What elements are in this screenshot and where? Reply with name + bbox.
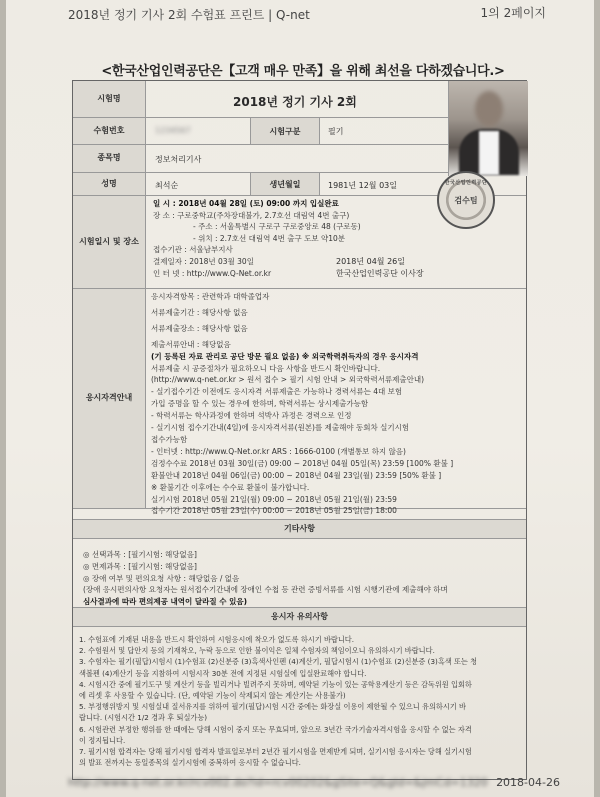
guide-line: 접수가능함 [151,434,188,444]
applicant-name-label: 성명 [73,173,146,195]
notice-line: 색볼펜 (4)계산기 등을 지참하여 시험시작 30분 전에 지정된 시험실에 입실완료해야 합니다. [79,668,367,678]
footer-url-text: http://www.q-net.or.kr/rcv002.do?id=rcv00202&gSite=Q&gId=&jmCd=1320 [68,776,488,789]
schedule-line: - 위치 : 2.7호선 대림역 4번 출구 도보 약10분 [193,233,345,243]
issue-date: 2018년 04월 26일 [336,257,405,266]
other-info-title: 기타사항 [73,519,526,539]
service-banner: <한국산업인력공단은【고객 매우 만족】을 위해 최선을 다하겠습니다.> [101,64,505,79]
guide-line: (기 등록된 자료 관리로 공단 방문 필요 없음) ※ 외국학력취득자의 경우 응시자격 [151,351,419,361]
print-footer-date: 2018-04-26 [496,776,560,789]
notice-line: 6. 시험관련 부정한 행위를 한 때에는 당해 시험이 중지 또는 무효되며, 앞으로 3년간 국가기술자격시험을 응시할 수 없는 자격 [79,724,472,734]
guide-line: 서류제출장소 : 해당사항 없음 [151,323,248,333]
exam-type-value: 필기 [328,127,344,136]
category-label: 종목명 [73,145,146,172]
eligibility-guide-row [73,289,526,516]
exam-name-value: 2018년 정기 기사 2회 [233,95,357,109]
guide-line: ※ 환불기간 이후에는 수수료 환불이 불가합니다. [151,482,310,492]
guide-line: (http://www.q-net.or.kr > 원서 접수 > 필기 시험 안내 > 외국학력서류제출안내) [151,375,425,385]
print-footer-url [68,776,488,789]
notice-line: 3. 수험자는 필기(필답)시험시 (1)수험표 (2)신분증 (3)흑색사인펜 (4)계산기, 필답시험시 (1)수험표 (2)신분증 (3)흑색 또는 청 [79,657,478,667]
notice-line: 2. 수험원서 및 답안지 등의 기재착오, 누락 등으로 인한 불이익은 일체 수험자의 책임이오니 유의하시기 바랍니다. [79,646,435,656]
guide-line: - 실기접수기간 이전에도 응시자격 서류제출은 가능하나 경력서류는 4대 보험 [151,387,403,397]
exam-type-label: 시험구분 [250,118,320,144]
notice-details [79,634,477,768]
other-line: (장애 응시편의사항 요청자는 원서접수기간내에 장애인 수첩 등 관련 증빙서류를 시험 시행기관에 제출해야 하며 [83,585,448,595]
birth-date-value: 1981년 12월 03일 [328,181,397,190]
schedule-line: 접수기관 : 서울남부지사 [153,245,233,255]
admission-ticket-form [72,80,527,780]
ticket-number-value: 1234567 [155,126,191,135]
other-line: ◎ 면제과목 : [필기시험: 해당없음] [83,561,197,571]
schedule-line: 결제일자 : 2018년 03월 30일 [153,256,254,266]
schedule-line: 장 소 : 구로중학교(주차장대불가, 2.7호선 대림역 4번 출구) [153,210,350,220]
print-header-title: 2018년 정기 기사 2회 수험표 프린트 | Q-net [68,8,310,22]
official-seal [437,171,495,229]
guide-line: 환불안내 2018년 04월 06일(금) 00:00 ~ 2018년 04월 23일(월) 23:59 [50% 환불 ] [151,470,442,480]
guide-line: 서류제출기간 : 해당사항 없음 [151,307,248,317]
guide-line: 응시자격항목 : 관련학과 대학졸업자 [151,292,270,301]
guide-line: 제출서류안내 : 해당없음 [151,339,231,349]
guide-line: - 인터넷 : http://www.Q-Net.or.kr ARS : 1666-0100 (개별통보 하지 않음) [151,446,406,456]
eligibility-guide-details [151,291,453,517]
notice-title: 응시자 유의사항 [73,607,526,627]
notice-line: 1. 수험표에 기재된 내용을 반드시 확인하여 시험응시에 착오가 없도록 하시기 바랍니다. [79,635,355,644]
guide-line: 가입 증명을 할 수 있는 경우에 한하며, 학력서류는 상시제출가능함 [151,399,369,409]
guide-line: - 실기시험 접수기간내(4일)에 응시자격서류(원본)를 제출해야 동회차 실기시험 [151,423,410,433]
other-info-details [83,549,448,608]
schedule-line: - 주소 : 서울특별시 구로구 구로중앙로 48 (구로동) [193,222,361,232]
printed-page [6,0,594,797]
schedule-line: 일 시 : 2018년 04월 28일 (토) 09:00 까지 입실완료 [153,199,339,208]
schedule-line: 인 터 넷 : http://www.Q-Net.or.kr [153,268,272,278]
issuer: 한국산업인력공단 이사장 [336,269,424,278]
other-line: ◎ 선택과목 : [필기시험: 해당없음] [83,550,197,559]
category-value: 정보처리기사 [155,155,202,164]
applicant-photo [448,81,528,176]
page-indicator: 1의 2페이지 [480,6,546,20]
notice-line: 이 정지됩니다. [79,735,126,745]
notice-line: 랍니다. (시험시간 1/2 경과 후 퇴실가능) [79,713,208,723]
eligibility-guide-label: 응시자격안내 [73,289,146,508]
notice-line: 4. 시험시간 중에 필기도구 및 계산기 등을 빌리거나 빌려주지 못하며, 예약된 기능이 있는 공학용계산기 등은 감독위원 입회하 [79,679,472,689]
schedule-label: 시험일시 및 장소 [73,196,146,288]
guide-line: 서류제출 시 공증절차가 필요하오니 다음 사항을 반드시 확인바랍니다. [151,363,381,373]
birth-date-label: 생년월일 [250,173,320,195]
applicant-name-value: 최석순 [155,181,179,190]
ticket-number-label: 수험번호 [73,118,146,144]
exam-name-label: 시험명 [73,81,146,117]
notice-line: 5. 부정행위방지 및 시험실내 질서유지를 위하여 필기(필답)시험 시간 중에는 화장실 이용이 제한될 수 있으니 유의하시기 바 [79,702,466,712]
guide-line: 실기시험 2018년 05월 21일(월) 09:00 ~ 2018년 05월 21일(월) 23:59 [151,494,397,504]
guide-line: 검정수수료 2018년 03월 30일(금) 09:00 ~ 2018년 04월 05일(목) 23:59 [100% 환불 ] [151,458,454,468]
seal-ring-text: 한국산업인력공단 [444,180,488,186]
seal-text: 검수팀 [454,195,478,205]
other-line: ◎ 장애 여부 및 편의요청 사항 : 해당없음 / 없음 [83,573,240,583]
notice-line: 에 리셋 후 사용할 수 있습니다. (단, 예약된 기능이 삭제되지 않는 계산기는 사용불가) [79,691,346,701]
schedule-details [153,198,361,279]
guide-line: - 학력서류는 학사과정에 한하며 석박사 과정은 경력으로 인정 [151,411,352,421]
notice-line: 의 발표 전까지는 동일종목의 실기시험에 중복하여 응시할 수 없습니다. [79,758,301,768]
other-line: 심사결과에 따라 편의제공 내역이 달라질 수 있음) [83,597,247,607]
guide-line: 접수기간 2018년 05월 23일(수) 00:00 ~ 2018년 05월 25일(금) 18:00 [151,506,397,516]
notice-line: 7. 필기시험 합격자는 당해 필기시험 합격자 발표일로부터 2년간 필기시험을 면제받게 되며, 실기시험 응시자는 당해 실기시험 [79,747,472,757]
